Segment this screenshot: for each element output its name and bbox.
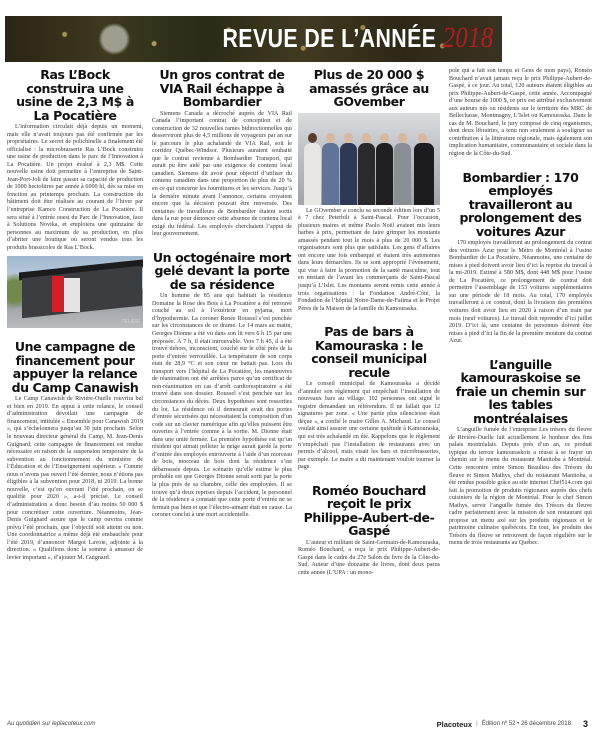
article-headline: Bombardier : 170 employés travailleront au prolongement des voitures Azur — [459, 169, 582, 239]
article-body: Siemens Canada a décroché auprès de VIA Rail Canada l’important contrat de conception et de construction de 32 nouvelles rames bidirectionnelles qui desserviront plus de 4,5 millions de voyageurs par an sur le parcours le plus achalandé de VIA Rail, soit le corridor Québec-Windsor. Plusieurs auraient souhaité que le contrat revienne à Bombardier Transport, qui aurait pu être aidé par une exigence de contenu local canadien. Siemens dit avoir pour objectif d’utiliser du contenu canadien dans une proportion de plus de 20 % en ce qui concerne les fournitures et les services. Jusqu’à la dernière minute avant l’annonce, certains croyaient encore que la décision pouvait être renversée. Des centaines de travailleurs de Bombardier étaient sortis dans la rue pour dénoncer cette absence de contenu local exigé du fédéral. Les employés cherchaient l’appui de leur gouvernement. — [152, 110, 292, 238]
person-figure — [394, 143, 411, 205]
building-photo — [7, 256, 143, 328]
banner-year: 2018 — [443, 21, 494, 54]
white-facade-shape — [64, 278, 80, 312]
photo-credit: TELIER — [121, 319, 139, 326]
article-body: Le GOvember a conclu sa seconde édition lors d’un 5 à 7 chez Peterbilt à Saint-Pascal. Pour l’occasion, plusieurs maires et même Paolo Noël avaient mis leurs barbes à prix, permettant de faire grimper les montants amassés pendant tout le mois à plus de 20 000 $. Les organisateurs sont plus que satisfaits. Les gens d’affaires ont encore une fois embarqué et étaient très autonomes dans leurs démarches. Ils se sont approprié l’événement, qui vise à faire la promotion de la santé masculine, tout en mettant de l’avant les commerçants de Saint-Pascal jusqu’à L’Islet. Les montants seront remis cette année à trois organisations : la Fondation André-Côté, la Fondation de l’hôpital Notre-Dame-de-Fatima et le Projet Pères de la Maison de la famille du Kamouraska. — [298, 207, 440, 312]
separator: | — [476, 721, 478, 727]
article-govember — [298, 68, 440, 313]
article-bouchard — [298, 484, 440, 578]
article-bars — [298, 325, 440, 472]
article-body: L’anguille fumée de l’entreprise Les trésors du fleuve de Rivière-Ouelle fait actuellement le bonheur des fins palais montréalais. Depuis près d’un an, ce produit typique du terroir kamouraskois a réussi à se frayer un chemin sur le menu du restaurant Manitoba à Montréal. Cette rencontre entre Simon Beaulieu des Trésors du fleuve et Simon Mathys, chef du restaurant Manitoba, a été rendue possible grâce au site internet Chef514.com qui fait la promotion de produits régionaux auprès des chefs cuisiniers de la région de Montréal. Pour le chef Simon Mathys, servir l’anguille fumée des Trésors du fleuve cadre parfaitement avec la mission de son restaurant qui propose un menu axé sur les produits régionaux et le patrimoine culinaire québécois. En tout, les produits des Trésors du fleuve se retrouvent de façon régulière sur le menu de trois restaurants au Québec. — [449, 427, 592, 547]
person-figure — [358, 143, 375, 205]
article-body: Le Camp Canawish de Rivière-Ouelle rouvrira bel et bien en 2019. En appui à cette relance, le conseil d’administration dévoilait une campagne de financement, intitulée « Ensemble pour Canawish 2019 », qui s’échelonnera jusqu’au 30 juin prochain. Selon le nouveau directeur général du Camp, M. Jean-Denis Guignard, cette campagne de financement est rendue nécessaire en raison de la suspension temporaire de la subvention au fonctionnement du ministère de l’Éducation et de l’Enseignement supérieur. « Comme nous n’avons pas ouvert l’été dernier, nous n’étions pas éligibles à la subvention pour 2018, ni 2019. La bonne nouvelle, c’est qu’en ouvrant l’été prochain, on se qualifie pour 2020 », a-t-il précisé. Le conseil d’administration a donc besoin d’au moins 50 000 $ pour concrétiser cette ouverture. Néanmoins, Jean-Denis Guignard assure que le camp ouvrira comme prévu l’été prochain, que l’objectif soit atteint ou non. Une coordonnatrice a même déjà été embauchée pour l’été 2019, d’annoncer Margot Lavoie, adjointe à la direction. « Qualifions donc la somme à amasser de levier important », d’ajouter M. Guignard. — [7, 396, 143, 561]
article-headline: Un gros contrat de VIA Rail échappe à Bombardier — [159, 67, 285, 109]
article-anguille — [449, 358, 592, 548]
article-octogenaire — [152, 251, 292, 520]
article-canawish — [7, 340, 143, 562]
section-banner — [5, 16, 502, 62]
article-body: Un homme de 85 ans qui habitait la résidence Domaine la Rose des Bois à La Pocatière a été retrouvé couché au sol à l’extérieur en pyjama, mort d’hypothermie. La coroner Renée Roussel s’est penchée sur les circonstances de ce drame. Le 14 mars au matin, Georges Dionne a été vu dans son lit vers 6 h 15 par une préposée. À 7 h, il était introuvable. Vers 7 h 45, il a été trouvé dehors, inconscient, couché sur le côté près de la porte d’entrée verrouillée. La température de son corps était de 28,9 °C et son cœur ne battait pas. Lors du transport vers l’hôpital de La Pocatière, les manœuvres de réanimation ont été arrêtées parce qu’un certificat de non-réanimation en cas d’arrêt cardiorespiratoire a été trouvé dans son dossier. Roussel s’est penchée sur les circonstances du décès. Deux hypothèses sont ressorties du lot. La résidence où il demeurait avait des portes d’entrée sécurisées qui nécessitaient la composition d’un code sur un clavier numérique afin qu’elles puissent être ouvertes à l’entrée comme à la sortie. M. Dionne était dans une unité fermée. La première hypothèse est qu’un résident qui aimait pelleter la neige aurait gardé la porte d’entrée des employés entrouverte à l’aide d’un morceau de bois, morceau de bois dont la résidence s’est débarrassée depuis. Le scénario qu’elle estime le plus probable est que Georges Dionne serait sorti par la porte la plus près de sa chambre, celle des employées. Il se trouve qu’à deux reprises depuis l’accident, le personnel de la résidence a constaté que cette porte d’entrée ne se fermait pas bien et que l’électro-aimant était en cause. La coroner conclut à une mort accidentelle. — [152, 293, 292, 519]
article-body: L’information circulait déjà depuis un moment, mais elle n’avait toujours pas été confirmée par les propriétaires. Le secret de polichinelle a finalement été officialisé : la microbrasserie Ras L’Bock construira une usine de production dans le parc de l’Innovation à La Pocatière. Un projet évalué à 2,3 M$. Cette nouvelle usine doit permettre à l’entreprise de Saint-Jean-Port-Joli de faire passer sa capacité de production de 1000 hectolitres par année à 6000 hl, dès sa mise en fonction au printemps prochain. La construction du bâtiment doit être réalisée au courant de l’hiver par l’entreprise Kamco Construction de La Pocatière. Il sera situé à l’entrée ouest du Parc de l’Innovation, face à Solutions Novika, et emploiera une quinzaine de personnes au maximum de sa production, en plus d’abriter une boutique où seront vendus tous les produits brassicoles de Ras L’Bock. — [7, 124, 143, 251]
footer-info — [437, 719, 588, 729]
article-headline: Une campagne de financement pour appuyer la relance du Camp Canawish — [11, 339, 139, 395]
person-figure — [322, 143, 339, 205]
footer-website[interactable]: Au quotidien sur leplacoteux.com — [7, 721, 96, 727]
person-figure — [414, 143, 434, 205]
article-headline: Plus de 20 000 $ amassés grâce au GOvember — [309, 67, 429, 109]
person-figure — [304, 143, 321, 205]
article-body: Le conseil municipal de Kamouraska a décidé d’annuler son règlement qui empêchait l’installation de nouveaux bars au village. 102 personnes ont signé le registre demandant un référendum. Il ne fallait que 12 signatures par zone. « Une partie plus silencieuse était déçue », a confié le maire Gilles A. Michaud. Le conseil voulait ainsi assurer une certaine quiétude à Kamouraska, qui est très achalandé en été. Rappelons que le règlement n’empêchait pas l’installation de restaurants avec un permis d’alcool, mais visait les bars et microbrasseries, par exemple. Le maire a dit maintenant vouloir tourner la page. — [298, 381, 440, 471]
article-ras-lbock — [7, 68, 143, 328]
column-2 — [152, 68, 292, 520]
banner-title — [223, 21, 494, 55]
column-1 — [7, 68, 143, 562]
person-figure — [376, 143, 393, 205]
article-via-rail — [152, 68, 292, 239]
red-facade-shape — [52, 276, 64, 312]
article-headline: L’anguille kamouraskoise se fraie un chemin sur les tables montréalaises — [455, 356, 586, 426]
page-number: 3 — [582, 719, 588, 729]
brand-logo: Placoteux — [436, 719, 473, 729]
banner-title-text: REVUE DE L’ANNÉE — [222, 23, 437, 53]
article-body-continued: pole qui a fait son temps et Gens de mon pays), Roméo Bouchard n’avait jamais reçu le prix Philippe-Aubert-de-Gaspé, à ce jour. Au total, 120 auteurs étaient éligibles au prix Philippe-Aubert-de-Gaspé, cette année. Accompagné d’une bourse de 1000 $, ce prix est attribué exclusivement aux auteurs nés ou résidents sur le territoire des MRC de Bellechasse, Montmagny, L’Islet ou Kamouraska. Dans le cas de M. Bouchard, le jury composé de cinq organismes, dont deux librairies, a tenu non seulement à souligner sa contribution à la littérature régionale, mais également son implication humanitaire, communautaire et sociale dans la région de la Côte-du-Sud. — [449, 68, 592, 158]
article-headline: Pas de bars à Kamouraska : le conseil municipal recule — [311, 324, 427, 380]
column-4 — [449, 68, 592, 548]
edition-info: Édition nº 52 • 26 décembre 2018 — [481, 721, 571, 727]
article-azur — [449, 171, 592, 346]
article-headline: Ras L’Bock construira une usine de 2,3 M$ à La Pocatière — [16, 67, 134, 123]
article-headline: Roméo Bouchard reçoit le prix Philippe-Aubert-de-Gaspé — [303, 482, 435, 539]
column-3 — [298, 68, 440, 577]
group-photo — [298, 113, 440, 205]
person-figure — [340, 143, 357, 205]
article-headline: Un octogénaire mort gelé devant la porte de sa résidence — [152, 249, 292, 292]
article-body: 170 employés travailleront au prolongement du contrat des voitures Azur pour le Métro de Montréal à l’usine Bombardier de La Pocatière. Néanmoins, une centaine de mises à pied doivent avoir lieu d’ici la reprise du travail à la mi-2019. Estimé à 580 M$, dont 448 M$ pour l’usine de La Pocatière, ce prolongement de contrat doit permettre l’assemblage de 153 voitures supplémentaires sur une période de 18 mois. Au total, 170 employés travailleront à ce contrat, dont la livraison des premières voitures doit avoir lieu en 2020 à raison d’un train par mois (neuf voitures). Le travail doit reprendre d’ici juillet 2019. D’ici là, une centaine de personnes doivent être mises à pied d’ici la fin de la première mouture du contrat Azur. — [449, 240, 592, 345]
article-body: L’auteur et militant de Saint-Germain-de-Kamouraska, Roméo Bouchard, a reçu le prix Philippe-Aubert-de-Gaspé dans le cadre du 27e Salon du livre de la Côte-du-Sud. Auteur d’une douzaine de livres, dont deux parus cette année (L’UPA : un mono- — [298, 539, 440, 576]
